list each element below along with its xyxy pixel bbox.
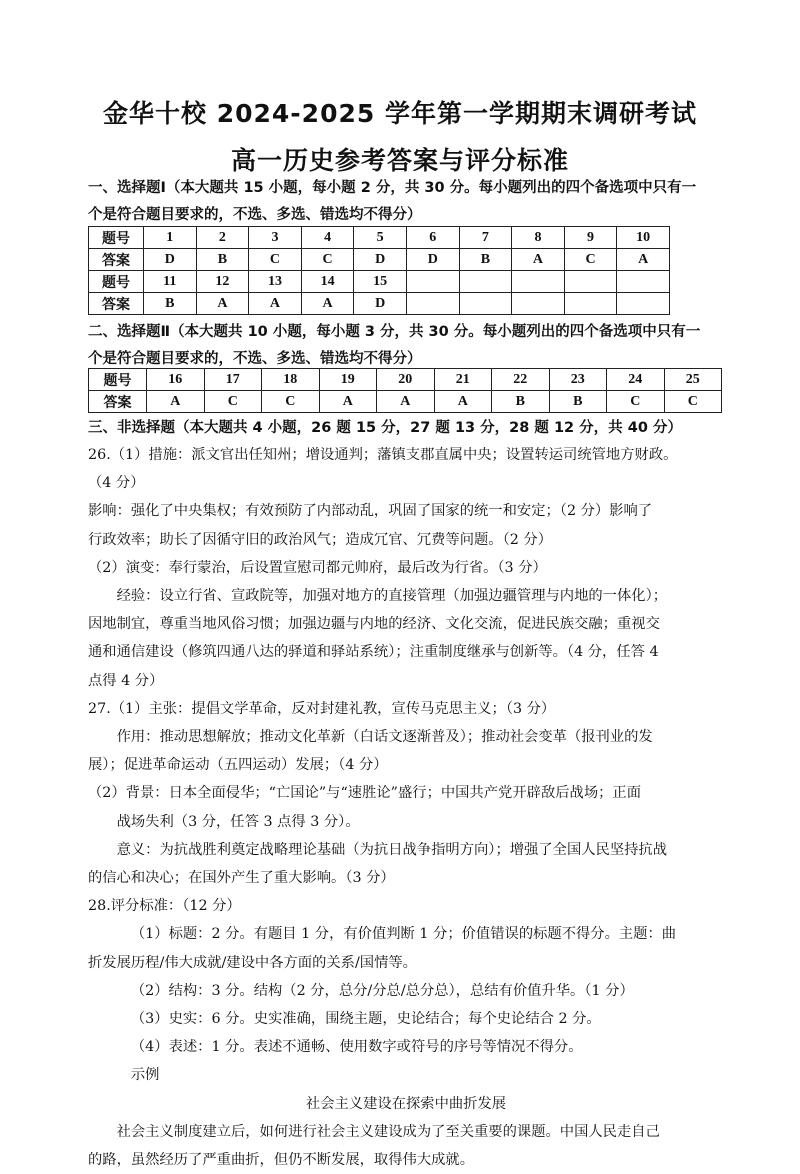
answer-label: 答案	[89, 249, 144, 271]
question-number-cell: 23	[549, 369, 607, 391]
answer-cell: B	[492, 391, 550, 413]
answer-cell: C	[664, 391, 722, 413]
section2-answer-table	[88, 368, 722, 413]
answer-cell: D	[406, 249, 459, 271]
question-number-label: 题号	[89, 227, 144, 249]
section3-body	[88, 441, 724, 1174]
q27-significance-line2: 的信心和决心；在国外产生了重大影响。（3 分）	[88, 870, 395, 887]
section1-heading-line1: 一、选择题Ⅰ（本大题共 15 小题，每小题 2 分，共 30 分。每小题列出的四个备选项中只有一	[88, 180, 697, 196]
question-number-cell: 2	[196, 227, 249, 249]
example-text-line2: 的路，虽然经历了严重曲折，但仍不断发展，取得伟大成就。	[88, 1152, 475, 1169]
q28-expression-criteria: （4）表述：1 分。表述不通畅、使用数字或符号的序号等情况不得分。	[130, 1039, 583, 1056]
question-number-cell	[406, 271, 459, 293]
answer-cell	[406, 293, 459, 315]
q26-impact-line1: 影响：强化了中央集权；有效预防了内部动乱，巩固了国家的统一和安定；（2 分）影响了	[88, 503, 653, 520]
question-number-label: 题号	[89, 271, 144, 293]
q26-experience-line4: 点得 4 分）	[88, 672, 164, 689]
q26-evolution-line: （2）演变：奉行蒙治，后设置宣慰司都元帅府，最后改为行省。（3 分）	[88, 559, 547, 576]
answer-cell: C	[262, 391, 320, 413]
q26-experience-line3: 通和通信建设（修筑四通八达的驿道和驿站系统）；注重制度继承与创新等。（4 分，任答 4	[88, 644, 659, 661]
answer-cell: A	[196, 293, 249, 315]
section3-heading: 三、非选择题（本大题共 4 小题，26 题 15 分，27 题 13 分，28 题 12 分，共 40 分）	[88, 420, 682, 436]
answer-cell: A	[147, 391, 205, 413]
question-number-cell: 11	[144, 271, 197, 293]
section2-heading	[88, 319, 728, 373]
answer-cell	[459, 293, 512, 315]
answer-cell: C	[607, 391, 665, 413]
q26-measures-line: 26.（1）措施：派文官出任知州；增设通判；藩镇支郡直属中央；设置转运司统管地方财政。	[88, 447, 678, 463]
section2-heading-line2: 个是符合题目要求的，不选、多选、错选均不得分）	[88, 351, 422, 367]
q27-significance-line1: 意义：为抗战胜利奠定战略理论基础（为抗日战争指明方向）；增强了全国人民坚持抗战	[116, 841, 668, 858]
q28-title-criteria-line2: 折发展历程/伟大成就/建设中各方面的关系/国情等。	[88, 954, 417, 971]
q27-background-line2: 战场失利（3 分，任答 3 点得 3 分）。	[116, 813, 360, 830]
table-row	[89, 249, 670, 271]
answer-cell: A	[617, 249, 670, 271]
q28-structure-criteria: （2）结构：3 分。结构（2 分，总分/分总/总分总），总结有价值升华。（1 分）	[130, 982, 634, 999]
answer-cell: A	[377, 391, 435, 413]
answer-cell: C	[204, 391, 262, 413]
example-text-line1: 社会主义制度建立后，如何进行社会主义建设成为了至关重要的课题。中国人民走自己	[116, 1123, 660, 1140]
answer-cell: C	[249, 249, 302, 271]
table-row	[89, 271, 670, 293]
question-number-cell: 19	[319, 369, 377, 391]
question-number-cell: 21	[434, 369, 492, 391]
answer-cell: A	[319, 391, 377, 413]
question-number-cell	[459, 271, 512, 293]
q27-role-line1: 作用：推动思想解放；推动文化革新（白话文逐渐普及）；推动社会变革（报刊业的发	[116, 729, 653, 746]
page-title: 金华十校 2024-2025 学年第一学期期末调研考试	[103, 99, 697, 128]
question-number-cell: 10	[617, 227, 670, 249]
q27-role-line2: 展）；促进革命运动（五四运动）发展；（4 分）	[88, 757, 388, 774]
answer-cell	[564, 293, 617, 315]
question-number-cell: 13	[249, 271, 302, 293]
q28-facts-criteria: （3）史实：6 分。史实准确，围绕主题，史论结合；每个史论结合 2 分。	[130, 1011, 601, 1028]
table-row	[89, 293, 670, 315]
question-number-cell	[617, 271, 670, 293]
question-number-cell: 25	[664, 369, 722, 391]
answer-cell: B	[196, 249, 249, 271]
question-number-cell: 14	[301, 271, 354, 293]
question-number-cell: 5	[354, 227, 407, 249]
q28-title-criteria-line1: （1）标题：2 分。有题目 1 分，有价值判断 1 分；价值错误的标题不得分。主题：曲	[130, 926, 677, 943]
page-subtitle: 高一历史参考答案与评分标准	[230, 146, 569, 175]
answer-cell: D	[354, 249, 407, 271]
example-label: 示例	[130, 1067, 160, 1084]
question-number-cell: 18	[262, 369, 320, 391]
question-number-cell: 16	[147, 369, 205, 391]
question-number-label: 题号	[89, 369, 147, 391]
question-number-cell: 15	[354, 271, 407, 293]
answer-cell: A	[512, 249, 565, 271]
question-number-cell: 17	[204, 369, 262, 391]
question-number-cell: 24	[607, 369, 665, 391]
q27-background-line1: （2）背景：日本全面侵华；“亡国论”与“速胜论”盛行；中国共产党开辟敌后战场；正面	[88, 785, 642, 802]
answer-cell: A	[249, 293, 302, 315]
answer-cell: A	[434, 391, 492, 413]
answer-cell: A	[301, 293, 354, 315]
question-number-cell: 22	[492, 369, 550, 391]
answer-label: 答案	[89, 391, 147, 413]
question-number-cell: 6	[406, 227, 459, 249]
question-number-cell	[512, 271, 565, 293]
q26-experience-line1: 经验：设立行省、宣政院等，加强对地方的直接管理（加强边疆管理与内地的一体化）；	[116, 588, 668, 605]
answer-cell: B	[459, 249, 512, 271]
table-row	[89, 227, 670, 249]
table-row	[89, 391, 722, 413]
q28-scoring-heading: 28.评分标准：（12 分）	[88, 898, 241, 915]
q27-proposal-line: 27.（1）主张：提倡文学革命，反对封建礼教，宣传马克思主义；（3 分）	[88, 700, 556, 717]
answer-label: 答案	[89, 293, 144, 315]
question-number-cell: 1	[144, 227, 197, 249]
section2-heading-line1: 二、选择题Ⅱ（本大题共 10 小题，每小题 3 分，共 30 分。每小题列出的四个备选项中只有一	[88, 324, 701, 340]
question-number-cell	[564, 271, 617, 293]
q26-impact-line2: 行政效率；助长了因循守旧的政治风气；造成冗官、冗费等问题。（2 分）	[88, 531, 552, 548]
section1-heading-line2: 个是符合题目要求的，不选、多选、错选均不得分）	[88, 207, 422, 223]
example-title: 社会主义建设在探索中曲折发展	[305, 1095, 507, 1112]
question-number-cell: 9	[564, 227, 617, 249]
table-row	[89, 369, 722, 391]
question-number-cell: 20	[377, 369, 435, 391]
answer-cell: C	[564, 249, 617, 271]
answer-cell: D	[144, 249, 197, 271]
answer-cell: D	[354, 293, 407, 315]
section1-heading	[88, 175, 728, 229]
question-number-cell: 12	[196, 271, 249, 293]
answer-cell: B	[549, 391, 607, 413]
question-number-cell: 7	[459, 227, 512, 249]
q26-measures-score: （4 分）	[88, 475, 145, 492]
answer-cell	[617, 293, 670, 315]
answer-cell: C	[301, 249, 354, 271]
question-number-cell: 8	[512, 227, 565, 249]
answer-cell	[512, 293, 565, 315]
question-number-cell: 3	[249, 227, 302, 249]
section1-answer-table	[88, 226, 670, 315]
question-number-cell: 4	[301, 227, 354, 249]
answer-cell: B	[144, 293, 197, 315]
q26-experience-line2: 因地制宜，尊重当地风俗习惯；加强边疆与内地的经济、文化交流，促进民族交融；重视交	[88, 616, 660, 633]
